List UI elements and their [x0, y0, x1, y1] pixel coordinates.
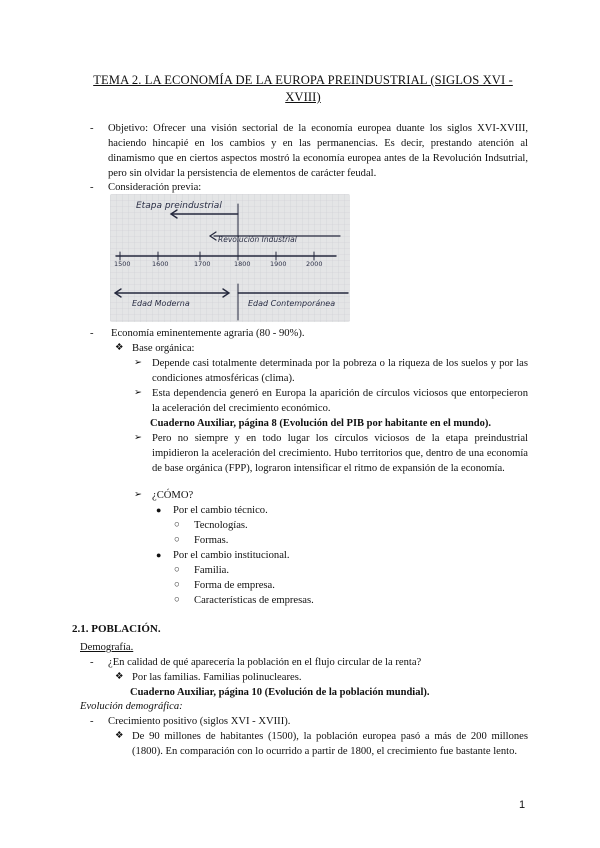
diamond-bullet-icon: ❖ [115, 672, 124, 682]
cambio-institucional-item: Por el cambio institucional. [173, 550, 290, 561]
familia-item: Familia. [194, 565, 230, 576]
diagram-label-moderna: Edad Moderna [132, 299, 190, 308]
diagram-tick: 1800 [234, 260, 251, 268]
page-title: TEMA 2. LA ECONOMÍA DE LA EUROPA PREINDUSTRIAL (SIGLOS XVI - XVIII) [93, 73, 513, 104]
circle-bullet-icon: ○ [174, 580, 180, 590]
dependencia-3: Pero no siempre y en todo lugar los círculos viciosos de la etapa preindustrial impidieron la aceleración del crecimiento. Hubo territorios que, dentro de una economía de base orgánica (FPP), lograron intensificar el ritmo de expansión de la economía. [152, 433, 528, 474]
diagram-tick: 1500 [114, 260, 131, 268]
diagram-label-revolucion: Revolución Industrial [218, 235, 297, 244]
circle-bullet-icon: ○ [174, 595, 180, 605]
objetivo-paragraph: Objetivo: Ofrecer una visión sectorial de la economía europea duante los siglos XVI-XVIII, haciendo hincapié en los cambios y en las permanencias. Es decir, prestando atención al dinamismo que en ciertos aspectos mostró la economía europea antes de la Revolución Indsutrial, pero sin olvidar la persistencia de elementos de carácter feudal. [108, 123, 528, 179]
diagram-tick: 1700 [194, 260, 211, 268]
cuaderno-reference-1: Cuaderno Auxiliar, página 8 (Evolución del PIB por habitante en el mundo). [150, 418, 492, 429]
dependencia-1: Depende casi totalmente determinada por la pobreza o la riqueza de los suelos y por las condiciones atmosféricas (clima). [152, 358, 528, 384]
formas-item: Formas. [194, 535, 229, 546]
circle-bullet-icon: ○ [174, 535, 180, 545]
timeline-photo [110, 194, 350, 322]
dash-bullet: - [90, 182, 94, 193]
arrow-bullet-icon: ➢ [134, 388, 142, 398]
dash-bullet: - [90, 328, 94, 339]
diagram-label-contemporanea: Edad Contemporánea [248, 299, 336, 308]
caracteristicas-item: Características de empresas. [194, 595, 314, 606]
diagram-tick: 1900 [270, 260, 287, 268]
circle-bullet-icon: ○ [174, 520, 180, 530]
crecimiento-item: Crecimiento positivo (siglos XVI - XVIII). [108, 716, 291, 727]
pregunta-item: ¿En calidad de qué aparecería la población en el flujo circular de la renta? [108, 657, 422, 668]
evolucion-heading: Evolución demográfica: [80, 701, 183, 712]
cuaderno-reference-2: Cuaderno Auxiliar, página 10 (Evolución de la población mundial). [130, 687, 430, 698]
section-heading-poblacion: 2.1. POBLACIÓN. [72, 623, 161, 635]
circle-bullet-icon: ○ [174, 565, 180, 575]
consideracion-label: Consideración previa: [108, 182, 202, 193]
diagram-label-preindustrial: Etapa preindustrial [136, 201, 222, 211]
como-label: ¿CÓMO? [152, 490, 194, 501]
demografia-heading: Demografía. [80, 642, 134, 653]
base-organica-label: Base orgánica: [132, 343, 195, 354]
millones-paragraph: De 90 millones de habitantes (1500), la población europea pasó a más de 200 millones (1800). En comparación con lo ocurrido a partir de 1800, el crecimiento fue bastante lento. [132, 731, 528, 757]
familias-item: Por las familias. Familias polinucleares. [132, 672, 302, 683]
disc-bullet-icon: ● [156, 550, 162, 560]
forma-empresa-item: Forma de empresa. [194, 580, 275, 591]
diamond-bullet-icon: ❖ [115, 343, 124, 353]
dash-bullet: - [90, 716, 94, 727]
page-number: 1 [519, 799, 526, 811]
tecnologias-item: Tecnologías. [194, 520, 248, 531]
dash-bullet: - [90, 123, 94, 134]
arrow-bullet-icon: ➢ [134, 358, 142, 368]
disc-bullet-icon: ● [156, 505, 162, 515]
cambio-tecnico-item: Por el cambio técnico. [173, 505, 268, 516]
agraria-item: Economía eminentemente agraria (80 - 90%). [111, 328, 305, 339]
dependencia-2: Esta dependencia generó en Europa la aparición de círculos viciosos que entorpecieron la aceleración del crecimiento económico. [152, 388, 528, 414]
diamond-bullet-icon: ❖ [115, 731, 124, 741]
diagram-tick: 2000 [306, 260, 323, 268]
diagram-tick: 1600 [152, 260, 169, 268]
arrow-bullet-icon: ➢ [134, 490, 142, 500]
arrow-bullet-icon: ➢ [134, 433, 142, 443]
dash-bullet: - [90, 657, 94, 668]
